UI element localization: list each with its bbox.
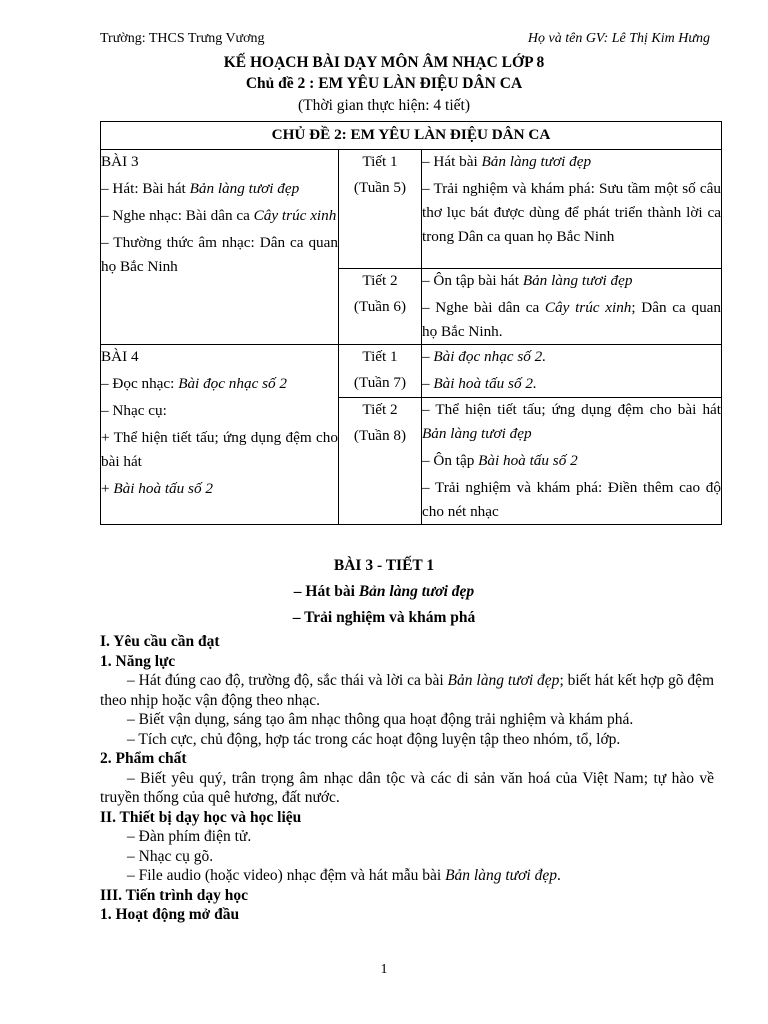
period-item: – Bài đọc nhạc số 2.: [422, 348, 547, 365]
teacher-name: Họ và tên GV: Lê Thị Kim Hưng: [527, 31, 710, 46]
section-heading: II. Thiết bị dạy học và học liệu: [100, 808, 302, 826]
page-number: 1: [380, 962, 388, 977]
period-item: – Ôn tập Bài hoà tấu số 2: [422, 452, 578, 469]
section-subheading: 1. Năng lực: [100, 652, 176, 670]
table-row: [101, 150, 722, 269]
lesson3-content-cell: [101, 150, 339, 345]
period-cell: [339, 398, 422, 525]
lesson-title: BÀI 3 - TIẾT 1: [333, 557, 435, 574]
period-item: – Thể hiện tiết tấu; ứng dụng đệm cho bài hát Bản làng tươi đẹp: [422, 401, 721, 442]
period-content-cell: [422, 398, 722, 525]
lesson-subtitle: – Trải nghiệm và khám phá: [292, 609, 476, 626]
section-subheading: 1. Hoạt động mở đầu: [100, 906, 240, 923]
duration-note: (Thời gian thực hiện: 4 tiết): [298, 97, 470, 114]
period-label: Tiết 2: [362, 401, 398, 418]
week-label: (Tuần 6): [353, 298, 407, 315]
period-label: Tiết 1: [362, 153, 398, 170]
paragraph: – Biết yêu quý, trân trọng âm nhạc dân tộc và các di sản văn hoá của Việt Nam; tự hào về truyền thống của quê hương, đất nước.: [100, 769, 714, 806]
period-label: Tiết 2: [362, 272, 398, 289]
period-item: – Nghe bài dân ca Cây trúc xinh; Dân ca quan họ Bắc Ninh.: [422, 299, 721, 340]
table-row: [101, 345, 722, 398]
lesson4-item: – Nhạc cụ:: [101, 402, 167, 419]
period-item: – Trải nghiệm và khám phá: Sưu tầm một số câu thơ lục bát được dùng để phát triển thành lời ca trong Dân ca quan họ Bắc Ninh: [422, 180, 721, 245]
table-header: CHỦ ĐỀ 2: EM YÊU LÀN ĐIỆU DÂN CA: [101, 122, 722, 150]
paragraph: – Đàn phím điện tử.: [127, 828, 252, 845]
lesson3-name: BÀI 3: [101, 153, 139, 170]
period-content-cell: [422, 269, 722, 345]
period-cell: [339, 150, 422, 269]
lesson3-item: – Hát: Bài hát Bản làng tươi đẹp: [101, 180, 300, 197]
school-name: Trường: THCS Trưng Vương: [100, 31, 265, 46]
table-header-row: [101, 122, 722, 150]
document-title: KẾ HOẠCH BÀI DẠY MÔN ÂM NHẠC LỚP 8: [223, 54, 545, 71]
lesson3-item: – Nghe nhạc: Bài dân ca Cây trúc xinh: [101, 207, 337, 224]
paragraph: – Hát đúng cao độ, trường độ, sắc thái và lời ca bài Bản làng tươi đẹp; biết hát kết hợp gõ đệm theo nhịp hoặc vận động theo nhạc.: [100, 672, 715, 709]
period-cell: [339, 269, 422, 345]
period-item: – Trải nghiệm và khám phá: Điền thêm cao độ cho nét nhạc: [422, 479, 721, 520]
period-item: – Hát bài Bản làng tươi đẹp: [422, 153, 592, 170]
paragraph: – Tích cực, chủ động, hợp tác trong các hoạt động luyện tập theo nhóm, tổ, lớp.: [127, 730, 621, 748]
period-label: Tiết 1: [362, 348, 398, 365]
period-item: – Ôn tập bài hát Bản làng tươi đẹp: [422, 272, 633, 289]
lesson-body: [100, 632, 714, 925]
lesson3-item: – Thường thức âm nhạc: Dân ca quan họ Bắc Ninh: [101, 234, 338, 275]
lesson4-item: + Thể hiện tiết tấu; ứng dụng đệm cho bài hát: [101, 429, 338, 470]
paragraph: – File audio (hoặc video) nhạc đệm và hát mẫu bài Bản làng tươi đẹp.: [127, 867, 561, 884]
period-cell: [339, 345, 422, 398]
section-heading: I. Yêu cầu cần đạt: [100, 633, 220, 650]
lesson-subtitle: – Hát bài Bản làng tươi đẹp: [293, 583, 475, 600]
week-label: (Tuần 8): [353, 427, 407, 444]
section-heading: III. Tiến trình dạy học: [100, 886, 249, 904]
week-label: (Tuần 7): [353, 374, 407, 391]
week-label: (Tuần 5): [353, 179, 407, 196]
lesson4-name: BÀI 4: [101, 348, 139, 365]
paragraph: – Biết vận dụng, sáng tạo âm nhạc thông qua hoạt động trải nghiệm và khám phá.: [127, 711, 634, 728]
lesson4-item: + Bài hoà tấu số 2: [101, 480, 213, 497]
lesson4-content-cell: [101, 345, 339, 525]
period-item: – Bài hoà tấu số 2.: [422, 375, 537, 392]
topic-plan-table: [100, 121, 722, 525]
topic-title: Chủ đề 2 : EM YÊU LÀN ĐIỆU DÂN CA: [245, 75, 523, 92]
period-content-cell: [422, 345, 722, 398]
paragraph: – Nhạc cụ gõ.: [127, 847, 214, 865]
section-subheading: 2. Phẩm chất: [100, 750, 187, 767]
period-content-cell: [422, 150, 722, 269]
lesson4-item: – Đọc nhạc: Bài đọc nhạc số 2: [101, 375, 288, 392]
